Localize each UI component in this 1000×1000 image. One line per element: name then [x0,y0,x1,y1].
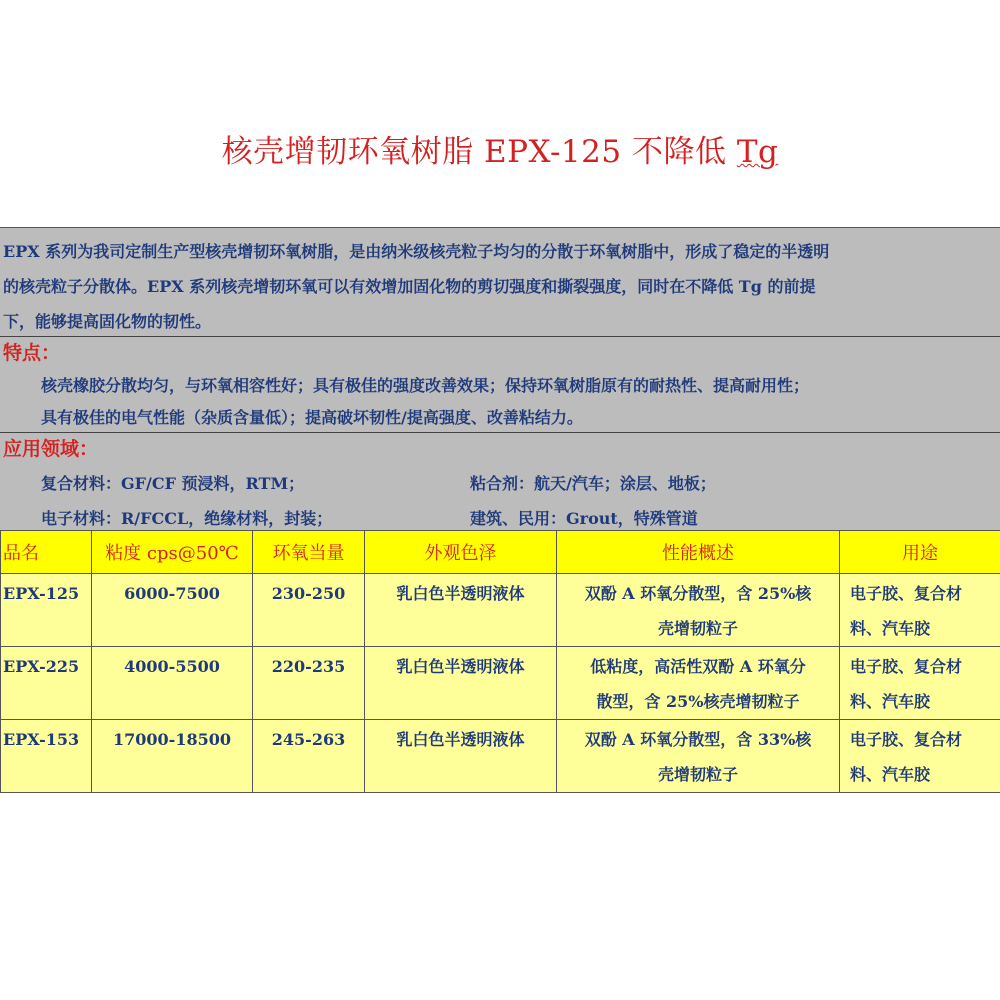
features-list [41,370,996,434]
application-item: 复合材料：GF/CF 预浸料，RTM； [41,474,305,493]
performance-line: 低粘度，高活性双酚 A 环氧分 [590,657,806,676]
column-header-appearance: 外观色泽 [365,531,557,574]
page-title [0,126,1000,171]
product-name-cell: EPX-125 [1,574,92,647]
performance-cell [557,574,840,647]
usage-line: 料、汽车胶 [850,619,931,638]
column-header-usage: 用途 [840,531,1000,574]
usage-line: 料、汽车胶 [850,692,931,711]
product-name-cell: EPX-225 [1,647,92,720]
performance-cell [557,647,840,720]
performance-line: 双酚 A 环氧分散型，含 25%核 [584,584,812,603]
features-heading: 特点： [3,342,61,364]
performance-cell [557,720,840,793]
title-main: 核壳增韧环氧树脂 EPX-125 不降低 [221,134,737,170]
product-name-cell: EPX-153 [1,720,92,793]
table-row [1,647,1000,720]
viscosity-cell: 6000-7500 [92,574,253,647]
column-header-eew: 环氧当量 [253,531,365,574]
product-description [3,234,997,339]
table-row [1,574,1000,647]
table-header-row [1,531,1000,574]
eew-cell: 230-250 [253,574,365,647]
column-header-viscosity: 粘度 cps@50℃ [92,531,253,574]
usage-line: 料、汽车胶 [850,765,931,784]
usage-cell [840,647,1000,720]
viscosity-cell: 17000-18500 [92,720,253,793]
performance-line: 壳增韧粒子 [657,765,738,784]
column-header-name: 品名 [1,531,92,574]
eew-cell: 245-263 [253,720,365,793]
appearance-cell: 乳白色半透明液体 [365,647,557,720]
appearance-cell: 乳白色半透明液体 [365,720,557,793]
appearance-cell: 乳白色半透明液体 [365,574,557,647]
feature-line: 核壳橡胶分散均匀，与环氧相容性好；具有极佳的强度改善效果；保持环氧树脂原有的耐热性、提高耐用性； [41,376,810,395]
applications-heading: 应用领域： [3,438,99,460]
viscosity-cell: 4000-5500 [92,647,253,720]
usage-cell [840,574,1000,647]
description-line: EPX 系列为我司定制生产型核壳增韧环氧树脂，是由纳米级核壳粒子均匀的分散于环氧树脂中，形成了稳定的半透明 [3,242,830,261]
performance-line: 双酚 A 环氧分散型，含 33%核 [584,730,812,749]
application-item: 粘合剂：航天/汽车；涂层、地板； [470,474,716,493]
title-tg: Tg [736,134,779,170]
application-item: 建筑、民用：Grout，特殊管道 [470,509,698,528]
description-line: 的核壳粒子分散体。EPX 系列核壳增韧环氧可以有效增加固化物的剪切强度和撕裂强度，同时在不降低 Tg 的前提 [3,277,816,296]
section-divider [0,432,1000,433]
section-divider [0,336,1000,337]
feature-line: 具有极佳的电气性能（杂质含量低）；提高破坏韧性/提高强度、改善粘结力。 [41,408,583,427]
performance-line: 散型，含 25%核壳增韧粒子 [596,692,800,711]
product-spec-table [0,530,1000,793]
column-header-performance: 性能概述 [557,531,840,574]
eew-cell: 220-235 [253,647,365,720]
usage-line: 电子胶、复合材 [850,657,963,676]
description-line: 下，能够提高固化物的韧性。 [3,312,212,331]
performance-line: 壳增韧粒子 [657,619,738,638]
usage-cell [840,720,1000,793]
usage-line: 电子胶、复合材 [850,584,963,603]
table-row [1,720,1000,793]
usage-line: 电子胶、复合材 [850,730,963,749]
application-item: 电子材料：R/FCCL，绝缘材料，封装； [41,509,333,528]
